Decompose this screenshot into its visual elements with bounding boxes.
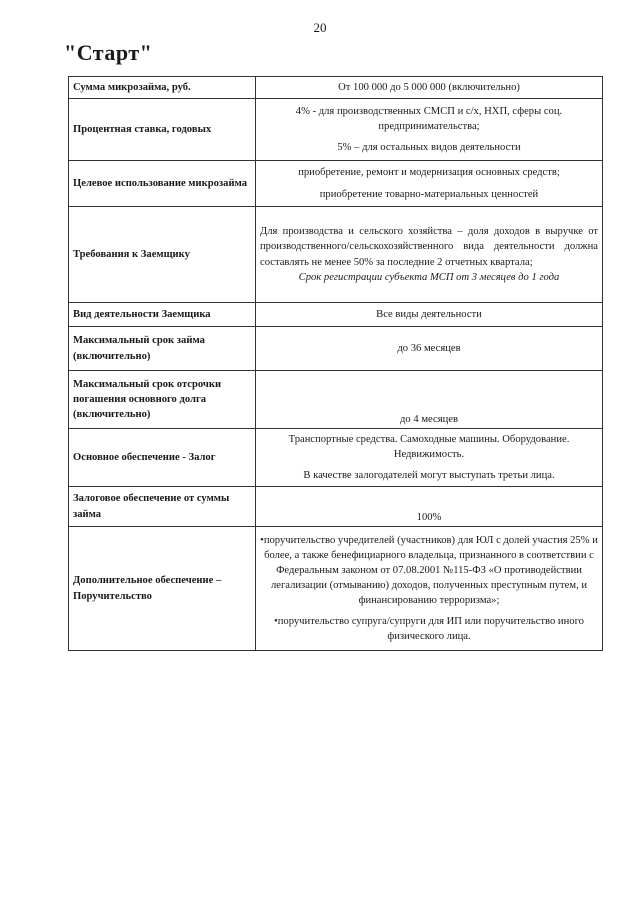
value-line: От 100 000 до 5 000 000 (включительно): [338, 81, 520, 93]
table-row: [69, 303, 603, 327]
table-row: [69, 527, 603, 651]
value-line: Транспортные средства. Самоходные машины. Оборудование. Недвижимость.: [288, 433, 570, 460]
row-value-main-collateral: [256, 429, 603, 487]
row-value-max-deferral: [256, 371, 603, 429]
value-line: В качестве залогодателей могут выступать третьи лица.: [303, 470, 555, 482]
page-number: 20: [313, 20, 327, 35]
value-line: Срок регистрации субъекта МСП от 3 месяцев до 1 года: [298, 271, 560, 283]
value-line: приобретение, ремонт и модернизация основных средств;: [298, 167, 560, 179]
value-line: • поручительство супруга/супруги для ИП или поручительство иного физического лица.: [260, 614, 598, 644]
value-line: до 36 месяцев: [397, 342, 461, 354]
value-line: 4% - для производственных СМСП и с/х, НХП, сферы соц. предпринимательства;: [295, 105, 563, 132]
row-value-purpose: [256, 161, 603, 207]
row-label-activity-type: Вид деятельности Заемщика: [69, 303, 256, 327]
value-line: приобретение товарно-материальных ценностей: [319, 188, 539, 200]
table-row: [69, 429, 603, 487]
table-row: [69, 207, 603, 303]
row-label-interest-rate: Процентная ставка, годовых: [69, 99, 256, 161]
table-row: [69, 161, 603, 207]
row-label-guarantee: Дополнительное обеспечение – Поручительство: [69, 527, 256, 651]
loan-terms-table: [68, 76, 603, 651]
row-value-collateral-ratio: [256, 487, 603, 527]
row-label-borrower-requirements: Требования к Заемщику: [69, 207, 256, 303]
table-row: [69, 99, 603, 161]
table-row: [69, 371, 603, 429]
row-label-loan-amount: Сумма микрозайма, руб.: [69, 77, 256, 99]
row-label-max-term: Максимальный срок займа (включительно): [69, 327, 256, 371]
document-title: "Старт": [64, 40, 153, 65]
row-label-collateral-ratio: Залоговое обеспечение от суммы займа: [69, 487, 256, 527]
table-row: [69, 77, 603, 99]
value-line: до 4 месяцев: [400, 413, 458, 425]
value-line: • поручительство учредителей (участников) для ЮЛ с долей участия 25% и более, а также бенефициарного владельца, признанного в соответствии с Федеральным законом от 07.08.2001 №115-ФЗ «О противодействии легализации (отмыванию) доходов, полученных преступным путем, и финансированию терроризма»;: [260, 533, 598, 608]
value-line: Все виды деятельности: [376, 308, 482, 320]
row-value-interest-rate: [256, 99, 603, 161]
row-value-guarantee: [256, 527, 603, 651]
value-line: 5% – для остальных видов деятельности: [337, 142, 521, 154]
row-label-purpose: Целевое использование микрозайма: [69, 161, 256, 207]
row-value-max-term: [256, 327, 603, 371]
table-row: [69, 327, 603, 371]
value-line: Для производства и сельского хозяйства – доля доходов в выручке от производственного/сельскохозяйственного вида деятельности должна составлять не менее 50% за последние 2 отчетных квартала;: [260, 226, 598, 268]
row-label-main-collateral: Основное обеспечение - Залог: [69, 429, 256, 487]
row-value-loan-amount: [256, 77, 603, 99]
table-row: [69, 487, 603, 527]
value-line: 100%: [416, 511, 442, 523]
row-value-activity-type: [256, 303, 603, 327]
row-value-borrower-requirements: [256, 207, 603, 303]
row-label-max-deferral: Максимальный срок отсрочки погашения основного долга (включительно): [69, 371, 256, 429]
